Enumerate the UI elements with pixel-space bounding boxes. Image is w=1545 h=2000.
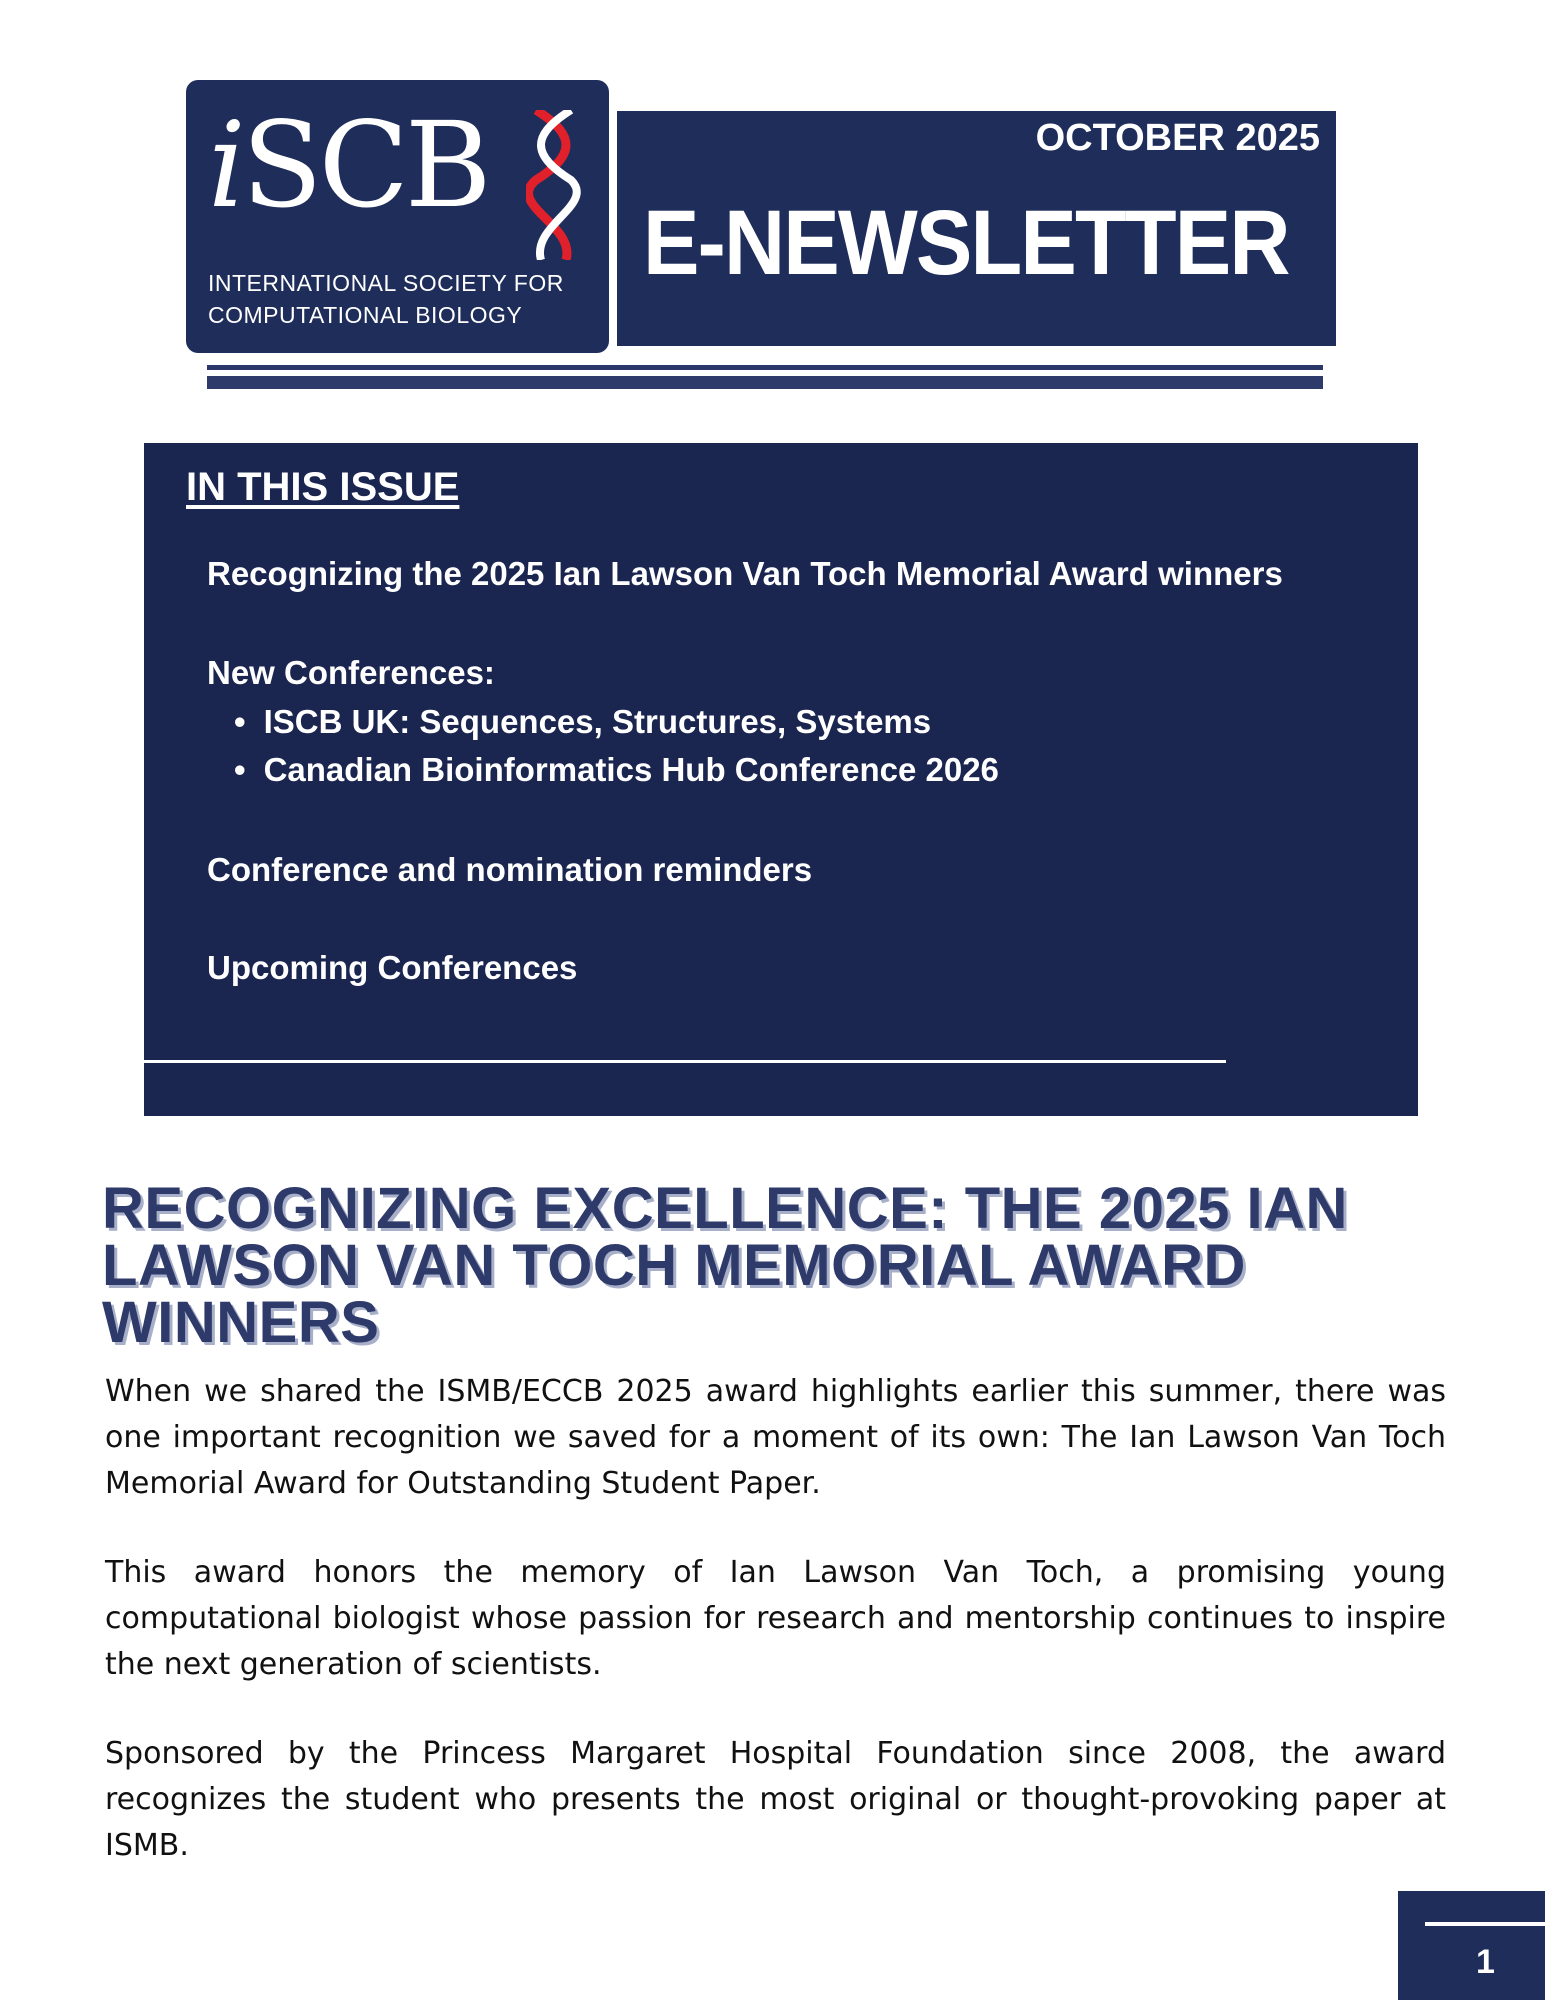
toc-item[interactable]: Upcoming Conferences [207, 949, 578, 986]
toc-item[interactable]: Recognizing the 2025 Ian Lawson Van Toch Memorial Award winners [207, 555, 1283, 592]
iscb-logo [186, 80, 609, 353]
page-number-box [1398, 1891, 1545, 2000]
toc-subitem[interactable]: • Canadian Bioinformatics Hub Conference 2026 [234, 751, 999, 789]
logo-subtitle-line2: COMPUTATIONAL BIOLOGY [208, 302, 523, 328]
divider [207, 376, 1323, 389]
in-this-issue-box [144, 443, 1418, 1116]
in-this-issue-heading: IN THIS ISSUE [186, 465, 460, 509]
toc-item[interactable]: New Conferences: [207, 654, 495, 691]
issue-date: OCTOBER 2025 [1035, 117, 1320, 159]
divider [144, 1060, 1226, 1063]
toc-item[interactable]: Conference and nomination reminders [207, 851, 813, 888]
dna-helix-icon [526, 110, 586, 260]
page-number: 1 [1476, 1943, 1495, 1981]
newsletter-title: E-NEWSLETTER [643, 192, 1289, 294]
article-heading: RECOGNIZING EXCELLENCE: THE 2025 IAN LAWSON VAN TOCH MEMORIAL AWARD WINNERS [102, 1176, 1348, 1355]
divider [207, 365, 1323, 370]
logo-subtitle-line1: INTERNATIONAL SOCIETY FOR [208, 270, 564, 296]
newsletter-banner [617, 111, 1336, 346]
divider [1425, 1922, 1545, 1926]
article-paragraph: This award honors the memory of Ian Lawson Van Toch, a promising young computational biologist whose passion for research and mentorship continues to inspire the next generation of scientists. [105, 1555, 1446, 1682]
article-paragraph: When we shared the ISMB/ECCB 2025 award highlights earlier this summer, there was one important recognition we saved for a moment of its own: The Ian Lawson Van Toch Memorial Award for Outstanding Student Paper. [105, 1374, 1446, 1501]
logo-wordmark: iSCB [208, 96, 488, 234]
article-paragraph: Sponsored by the Princess Margaret Hospital Foundation since 2008, the award recognizes the student who presents the most original or thought-provoking paper at ISMB. [105, 1736, 1446, 1863]
toc-subitem[interactable]: • ISCB UK: Sequences, Structures, Systems [234, 703, 931, 741]
